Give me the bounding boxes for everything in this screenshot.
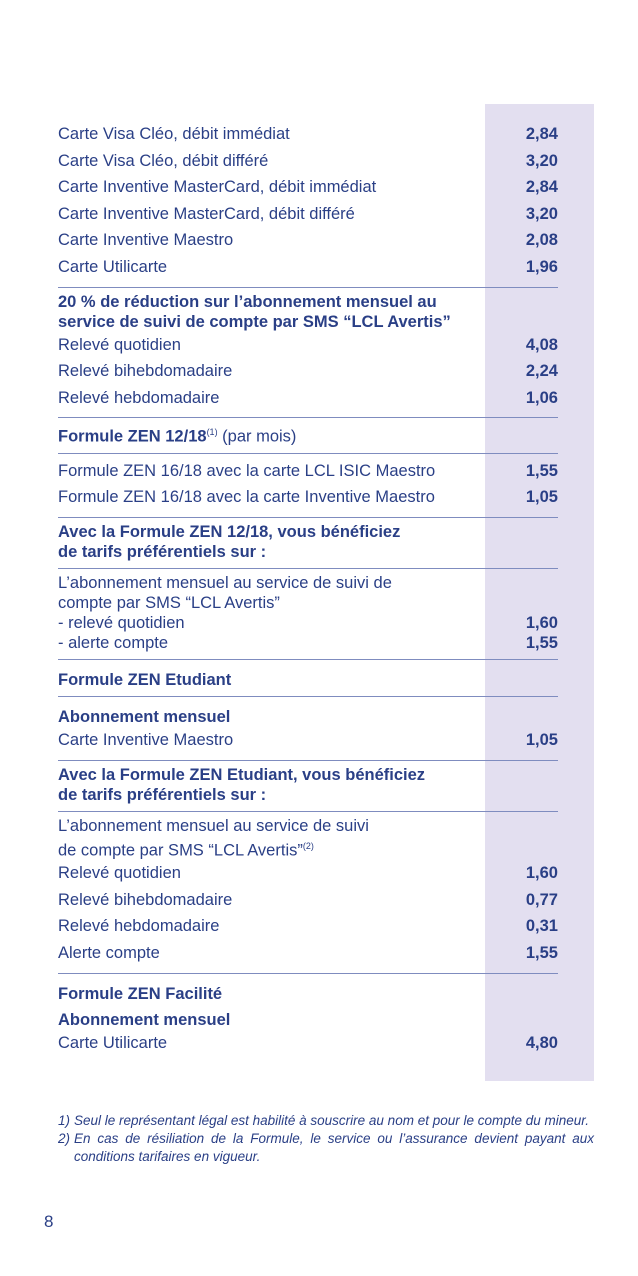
table-row — [58, 121, 558, 148]
row-price: 1,60 — [525, 864, 558, 883]
footnotes — [58, 1112, 594, 1166]
table-row — [58, 727, 558, 754]
footnote-ref: (1) — [206, 427, 218, 438]
section-heading: Formule ZEN Facilité — [58, 984, 223, 1003]
row-label: Relevé hebdomadaire — [58, 388, 220, 407]
row-label: Carte Utilicarte — [58, 257, 168, 276]
row-label: Relevé hebdomadaire — [58, 917, 220, 936]
row-price: 1,05 — [525, 488, 558, 507]
section-heading: service de suivi de compte par SMS “LCL Avertis” — [58, 312, 451, 331]
row-label: Carte Visa Cléo, débit immédiat — [58, 125, 290, 143]
section-subheading: Abonnement mensuel — [58, 708, 231, 727]
table-row — [58, 613, 558, 633]
table-row — [58, 633, 558, 653]
section-heading: de tarifs préférentiels sur : — [58, 785, 267, 804]
zen-etudiant-benefit-details — [58, 811, 558, 967]
row-label: Carte Visa Cléo, débit différé — [58, 151, 269, 170]
zen-etudiant-subscription — [58, 696, 558, 754]
page-number: 8 — [44, 1212, 54, 1231]
section-heading — [58, 422, 558, 447]
footnote-ref: (2) — [302, 840, 314, 851]
table-row — [58, 201, 558, 228]
table-row — [58, 484, 558, 511]
footnote-text: En cas de résiliation de la Formule, le service ou l’assurance devient payant aux conditions tarifaires en vigueur. — [74, 1131, 594, 1164]
section-heading: Avec la Formule ZEN 12/18, vous bénéficiez — [58, 523, 401, 542]
row-price: 1,05 — [525, 731, 558, 750]
footnote — [58, 1112, 594, 1130]
row-label: Carte Inventive Maestro — [58, 231, 234, 250]
table-row — [58, 174, 558, 201]
row-label: Relevé bihebdomadaire — [58, 362, 233, 381]
section-heading: Formule ZEN Etudiant — [58, 671, 232, 690]
table-row — [58, 913, 558, 940]
footnote — [58, 1130, 594, 1166]
row-label: - alerte compte — [58, 634, 169, 653]
row-label: Formule ZEN 16/18 avec la carte Inventive Maestro — [58, 488, 435, 507]
row-label: Relevé quotidien — [58, 335, 181, 354]
table-row — [58, 358, 558, 385]
tariff-table — [58, 121, 558, 1056]
table-row — [58, 458, 558, 485]
row-price: 4,80 — [525, 1033, 558, 1052]
row-label: Carte Inventive MasterCard, débit immédiat — [58, 178, 377, 197]
table-row — [58, 332, 558, 359]
footnote-text: Seul le représentant légal est habilité à souscrire au nom et pour le compte du mineur. — [74, 1113, 590, 1128]
section-subheading: Abonnement mensuel — [58, 1010, 231, 1029]
zen-12-18-rows — [58, 453, 558, 511]
row-price: 0,77 — [525, 890, 558, 909]
table-row — [58, 254, 558, 281]
zen-facilite-section — [58, 973, 558, 1057]
row-price: 4,08 — [525, 335, 558, 354]
table-row — [58, 385, 558, 412]
footnote-number: 2) — [58, 1131, 71, 1146]
table-row — [58, 887, 558, 914]
section-heading: Avec la Formule ZEN Etudiant, vous bénéficiez — [58, 765, 426, 784]
row-price: 1,06 — [525, 388, 558, 407]
row-price: 0,31 — [525, 917, 558, 936]
row-price: 2,84 — [525, 125, 558, 143]
row-price: 2,84 — [525, 178, 558, 197]
row-label: Relevé bihebdomadaire — [58, 890, 233, 909]
zen-12-18-section — [58, 417, 558, 447]
table-row — [58, 940, 558, 967]
cards-section — [58, 121, 558, 281]
section-heading: 20 % de réduction sur l’abonnement mensuel au — [58, 292, 437, 311]
row-label: Carte Inventive MasterCard, débit différé — [58, 204, 355, 223]
row-price: 1,55 — [525, 461, 558, 480]
description-text-line: de compte par SMS “LCL Avertis” — [58, 841, 303, 860]
zen-12-18-benefit-details — [58, 568, 558, 653]
row-price: 1,96 — [525, 257, 558, 276]
row-label: Carte Utilicarte — [58, 1033, 168, 1052]
row-label: Formule ZEN 16/18 avec la carte LCL ISIC Maestro — [58, 461, 436, 480]
sms-section — [58, 287, 558, 412]
row-price: 2,24 — [525, 362, 558, 381]
table-row — [58, 148, 558, 175]
description-text: L’abonnement mensuel au service de suivi — [58, 816, 369, 835]
formula-suffix: (par mois) — [217, 427, 297, 446]
table-row — [58, 860, 558, 887]
description-text — [58, 836, 558, 861]
row-price: 3,20 — [525, 151, 558, 170]
zen-12-18-benefits — [58, 517, 558, 562]
row-price: 1,60 — [525, 614, 558, 633]
formula-title: Formule ZEN 12/18 — [58, 427, 207, 446]
description-text: compte par SMS “LCL Avertis” — [58, 594, 280, 613]
zen-etudiant-section — [58, 659, 558, 690]
row-label: Alerte compte — [58, 943, 160, 962]
description-text: L’abonnement mensuel au service de suivi de — [58, 574, 392, 593]
row-label: Carte Inventive Maestro — [58, 731, 234, 750]
row-price: 1,55 — [525, 634, 558, 653]
row-price: 3,20 — [525, 204, 558, 223]
table-row — [58, 227, 558, 254]
row-price: 2,08 — [525, 231, 558, 250]
row-label: - relevé quotidien — [58, 614, 185, 633]
section-heading: de tarifs préférentiels sur : — [58, 543, 267, 562]
row-price: 1,55 — [525, 943, 558, 962]
table-row — [58, 1030, 558, 1057]
row-label: Relevé quotidien — [58, 864, 181, 883]
zen-etudiant-benefits — [58, 760, 558, 805]
footnote-number: 1) — [58, 1113, 71, 1128]
